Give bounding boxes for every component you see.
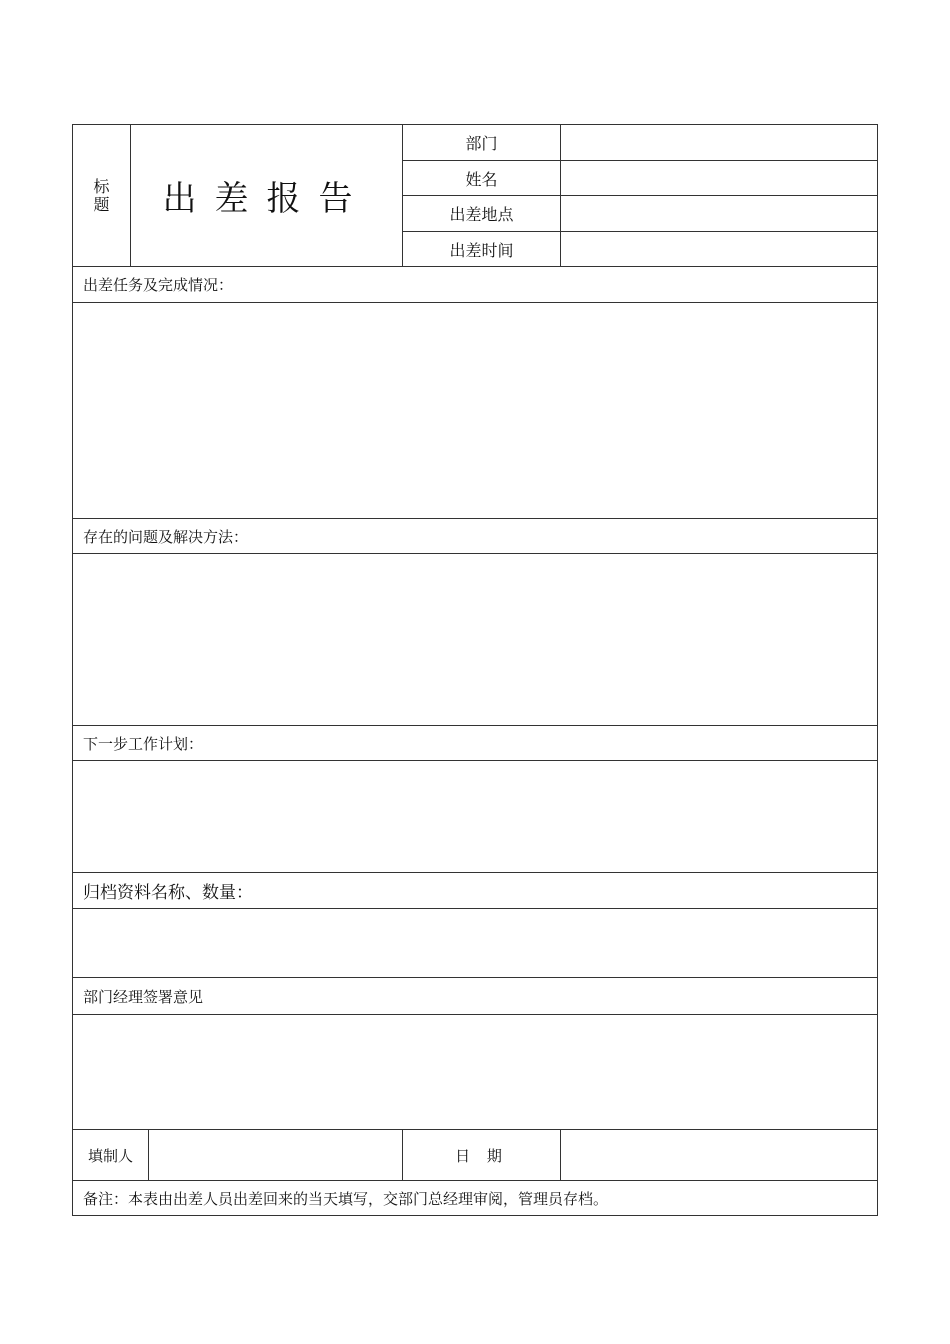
filler-label-cell xyxy=(72,1129,149,1181)
title-cell xyxy=(130,124,403,267)
department-label: 部门 xyxy=(465,134,498,153)
problems-label: 存在的问题及解决方法： xyxy=(83,527,249,546)
archive-content-area[interactable] xyxy=(72,908,878,978)
plan-label-row xyxy=(72,725,878,761)
manager-content-area[interactable] xyxy=(72,1014,878,1130)
tasks-label-row xyxy=(72,266,878,303)
filler-field[interactable] xyxy=(148,1129,403,1181)
archive-label: 归档资料名称、数量： xyxy=(83,883,253,903)
manager-label: 部门经理签署意见 xyxy=(83,987,204,1006)
date-label-cell xyxy=(402,1129,561,1181)
location-label-cell xyxy=(402,195,561,232)
date-field[interactable] xyxy=(560,1129,878,1181)
problems-label-row xyxy=(72,518,878,554)
department-field[interactable] xyxy=(560,124,878,161)
time-label-cell xyxy=(402,231,561,267)
location-label: 出差地点 xyxy=(449,205,514,224)
title-side-char-2: 题 xyxy=(93,194,110,214)
tasks-content-area[interactable] xyxy=(72,302,878,519)
location-field[interactable] xyxy=(560,195,878,232)
note-text: 备注：本表由出差人员出差回来的当天填写，交部门总经理审阅，管理员存档。 xyxy=(83,1189,609,1208)
date-label: 日 期 xyxy=(455,1146,508,1165)
page-title: 出差报告 xyxy=(162,179,371,219)
department-label-cell xyxy=(402,124,561,161)
name-label-cell xyxy=(402,160,561,196)
travel-report-form xyxy=(72,124,878,1216)
note-row xyxy=(72,1180,878,1216)
time-label: 出差时间 xyxy=(449,240,514,260)
tasks-label: 出差任务及完成情况： xyxy=(83,276,234,294)
title-side-label xyxy=(72,124,131,267)
time-field[interactable] xyxy=(560,231,878,267)
name-label: 姓名 xyxy=(465,169,498,189)
title-side-char-1: 标 xyxy=(93,176,110,196)
plan-label: 下一步工作计划： xyxy=(83,734,204,753)
archive-label-row xyxy=(72,872,878,909)
manager-label-row xyxy=(72,977,878,1015)
problems-content-area[interactable] xyxy=(72,553,878,726)
name-field[interactable] xyxy=(560,160,878,196)
plan-content-area[interactable] xyxy=(72,760,878,873)
filler-label: 填制人 xyxy=(87,1146,133,1165)
